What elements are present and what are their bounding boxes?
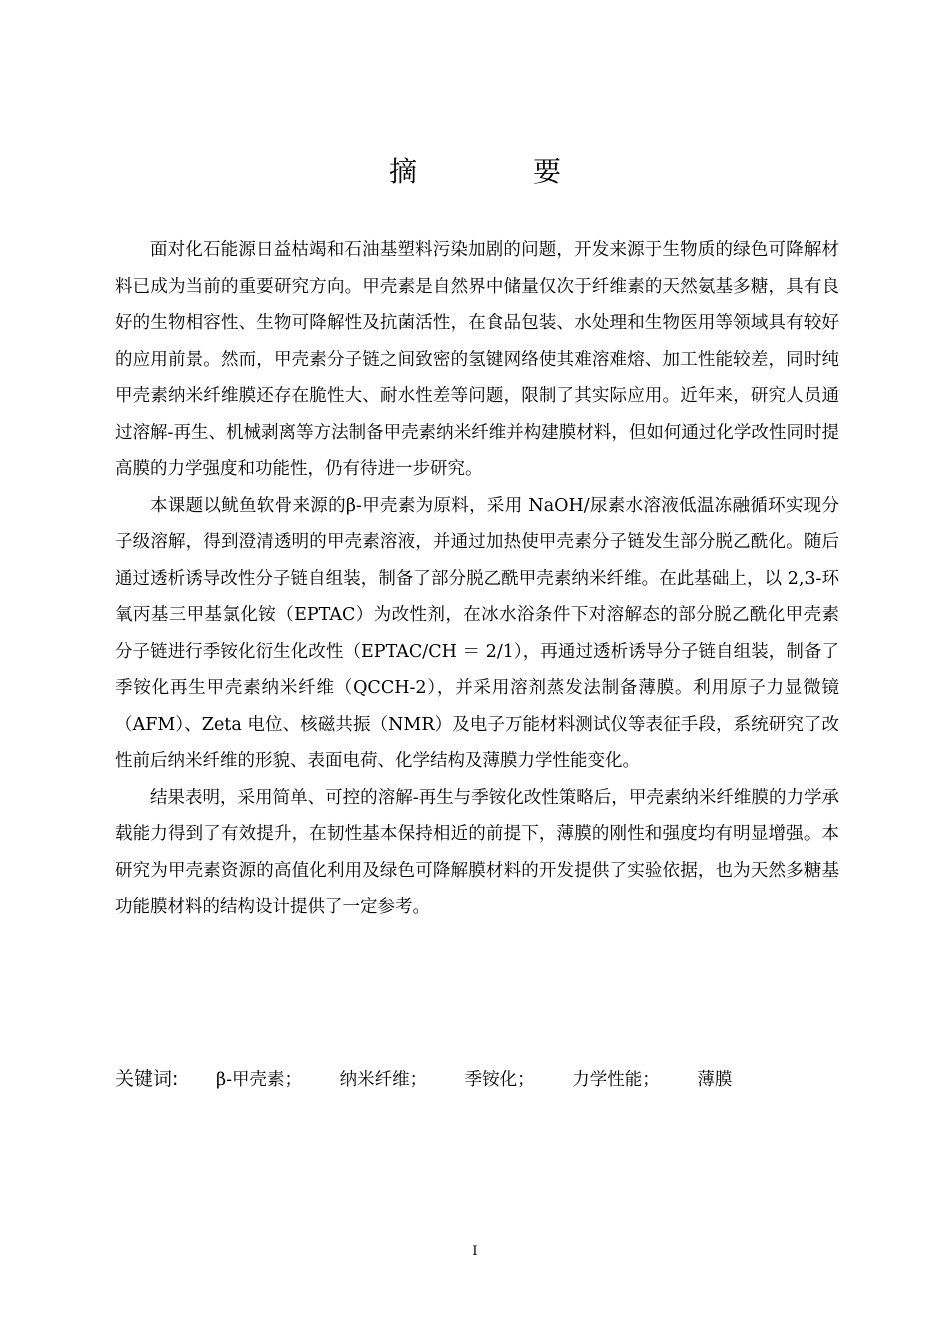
page-number: I <box>472 1244 478 1259</box>
keyword-item: 纳米纤维 <box>339 1070 410 1090</box>
keyword-separator: ； <box>517 1070 535 1090</box>
keywords-line <box>115 1063 839 1096</box>
abstract-paragraph-background: 面对化石能源日益枯竭和石油基塑料污染加剧的问题，开发来源于生物质的绿色可降解材料已成为当前的重要研究方向。甲壳素是自然界中储量仅次于纤维素的天然氨基多糖，具有良好的生物相容性、生物可降解性及抗菌活性，在食品包装、水处理和生物医用等领域具有较好的应用前景。然而，甲壳素分子链之间致密的氢键网络使其难溶难熔、加工性能较差，同时纯甲壳素纳米纤维膜还存在脆性大、耐水性差等问题，限制了其实际应用。近年来，研究人员通过溶解-再生、机械剥离等方法制备甲壳素纳米纤维并构建膜材料，但如何通过化学改性同时提高膜的力学强度和功能性，仍有待进一步研究。 <box>115 240 839 479</box>
keyword-item: 力学性能 <box>572 1070 643 1090</box>
keyword-item: β-甲壳素 <box>215 1070 285 1090</box>
abstract-paragraph-results: 结果表明，采用简单、可控的溶解-再生与季铵化改性策略后，甲壳素纳米纤维膜的力学承载能力得到了有效提升，在韧性基本保持相近的前提下，薄膜的刚性和强度均有明显增强。本研究为甲壳素资源的高值化利用及绿色可降解膜材料的开发提供了实验依据，也为天然多糖基功能膜材料的结构设计提供了一定参考。 <box>115 787 839 917</box>
keyword-item: 季铵化 <box>464 1070 518 1090</box>
keywords-label: 关键词: <box>115 1068 179 1090</box>
page-title: 摘 要 <box>388 155 605 188</box>
abstract-body <box>115 232 839 926</box>
keyword-separator: ； <box>409 1070 428 1090</box>
keyword-item: 薄膜 <box>697 1070 733 1090</box>
abstract-paragraph-methods: 本课题以鱿鱼软骨来源的β-甲壳素为原料，采用 NaOH/尿素水溶液低温冻融循环实现分子级溶解，得到澄清透明的甲壳素溶液，并通过加热使甲壳素分子链发生部分脱乙酰化。随后通过透析诱导改性分子链自组装，制备了部分脱乙酰甲壳素纳米纤维。在此基础上，以 2,3-环氧丙基三甲基氯化铵（EPTAC）为改性剂，在冰水浴条件下对溶解态的部分脱乙酰化甲壳素分子链进行季铵化衍生化改性（EPTAC/CH ＝ 2/1），再通过透析诱导分子链自组装，制备了季铵化再生甲壳素纳米纤维（QCCH-2），并采用溶剂蒸发法制备薄膜。利用原子力显微镜（AFM）、Zeta 电位、核磁共振（NMR）及电子万能材料测试仪等表征手段，系统研究了改性前后纳米纤维的形貌、表面电荷、化学结构及薄膜力学性能变化。 <box>115 495 839 771</box>
keyword-separator: ； <box>284 1070 303 1090</box>
keyword-separator: ； <box>642 1070 660 1090</box>
